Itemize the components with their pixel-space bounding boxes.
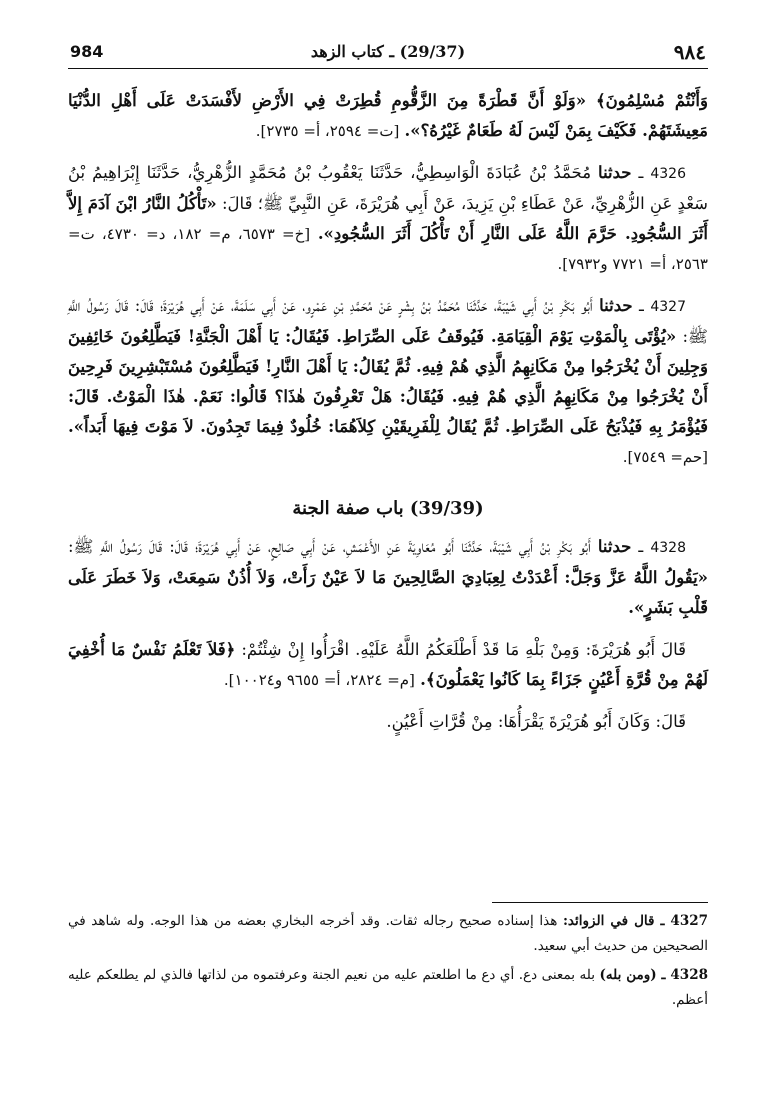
hadith-4328-reading	[68, 707, 708, 737]
page-number-latin: 984	[70, 42, 104, 61]
hadith-keyword: حدثنا	[597, 537, 632, 556]
matn-text: وَأَنْتُمْ مُسْلِمُونَ﴾ «وَلَوْ أَنَّ قَطْرَةً مِنَ الزَّقُّومِ قُطِرَتْ فِي الأَرْضِ لأَفْسَدَتْ عَلَى أَهْلِ الدُّنْيَا مَعِيشَتَهُمْ. فَكَيْفَ بِمَنْ لَيْسَ لَهُ طَعَامٌ غَيْرُهُ؟».	[68, 91, 708, 140]
hadith-4327: 4327 ـ حدثنا أَبُو بَكْرِ بْنُ أَبِي شَيْبَةَ، حَدَّثَنَا مُحَمَّدُ بْنُ بِشْرٍ عَنْ مُحَمَّدِ بْنِ عَمْرٍو، عَنْ أَبِي سَلَمَةَ، عَنْ أَبِي هُرَيْرَةَ؛ قَالَ: قَالَ رَسُولُ اللَّهِ ﷺ: «يُؤْتَى بِالْمَوْتِ يَوْمَ الْقِيَامَةِ. فَيُوقَفُ عَلَى الصِّرَاطِ. فَيُقَالُ: يَا أَهْلَ الْجَنَّةِ! فَيَطَّلِعُونَ خَائِفِينَ وَجِلِينَ أَنْ يُخْرَجُوا مِنْ مَكَانِهِمُ الَّذِي هُمْ فِيهِ. ثُمَّ يُقَالُ: يَا أَهْلَ النَّارِ! فَيَطَّلِعُونَ مُسْتَبْشِرِينَ فَرِحِينَ أَنْ يُخْرَجُوا مِنْ مَكَانِهِمُ الَّذِي هُمْ فِيهِ. فَيُقَالُ: هَلْ تَعْرِفُونَ هٰذَا؟ قَالُوا: نَعَمْ. هٰذَا الْمَوْتُ. قَالَ: فَيُؤْمَرُ بِهِ فَيُذْبَحُ عَلَى الصِّرَاطِ. ثُمَّ يُقَالُ لِلْفَرِيقَيْنِ كِلاَهُمَا: خُلُودٌ فِيمَا تَجِدُونَ. لاَ مَوْتَ فِيهَا أَبَداً». [حم= ٧٥٤٩].	[68, 296, 708, 466]
hadith-keyword: حدثنا	[599, 296, 633, 315]
matn-text: «يُؤْتَى بِالْمَوْتِ يَوْمَ الْقِيَامَةِ. فَيُوقَفُ عَلَى الصِّرَاطِ. فَيُقَالُ: يَا أَهْلَ الْجَنَّةِ! فَيَطَّلِعُونَ خَائِفِينَ وَجِلِينَ أَنْ يُخْرَجُوا مِنْ مَكَانِهِمُ الَّذِي هُمْ فِيهِ. ثُمَّ يُقَالُ: يَا أَهْلَ النَّارِ! فَيَطَّلِعُونَ مُسْتَبْشِرِينَ فَرِحِينَ أَنْ يُخْرَجُوا مِنْ مَكَانِهِمُ الَّذِي هُمْ فِيهِ. فَيُقَالُ: هَلْ تَعْرِفُونَ هٰذَا؟ قَالُوا: نَعَمْ. هٰذَا الْمَوْتُ. قَالَ: فَيُؤْمَرُ بِهِ فَيُذْبَحُ عَلَى الصِّرَاطِ. ثُمَّ يُقَالُ لِلْفَرِيقَيْنِ كِلاَهُمَا: خُلُودٌ فِيمَا تَجِدُونَ. لاَ مَوْتَ فِيهَا أَبَداً».	[68, 327, 708, 436]
book-page	[68, 34, 708, 1074]
footnote-text: هذا إسناده صحيح رجاله ثقات. وقد أخرجه البخاري بعضه من هذا الوجه. وله شاهد في الصحيحين من حديث أبي سعيد.	[68, 913, 708, 954]
chapter-title: (39/39) باب صفة الجنة	[292, 498, 484, 519]
footnote-4327	[68, 909, 708, 959]
hadith-4328: 4328 ـ حدثنا أَبُو بَكْرِ بْنُ أَبِي شَيْبَةَ، حَدَّثَنَا أَبُو مُعَاوِيَةَ عَنِ الأَعْمَشِ، عَنْ أَبِي صَالِحٍ، عَنْ أَبِي هُرَيْرَةَ؛ قَالَ: قَالَ رَسُولُ اللَّهِ ﷺ: «يَقُولُ اللَّهُ عَزَّ وَجَلَّ: أَعْدَدْتُ لِعِبَادِيَ الصَّالِحِينَ مَا لاَ عَيْنٌ رَأَتْ، وَلاَ أُذُنٌ سَمِعَتْ، وَلاَ خَطَرَ عَلَى قَلْبِ بَشَرٍ».	[68, 537, 708, 617]
header-divider	[68, 68, 708, 69]
footnote-text: بله بمعنى دع. أي دع ما اطلعتم عليه من نعيم الجنة وعرفتموه من لذاتها فالذي لم يطلعكم عليه أعظم.	[68, 967, 708, 1008]
quran-quote: ﴿فَلاَ تَعْلَمُ نَفْسٌ مَا أُخْفِيَ لَهُمْ مِنْ قُرَّةِ أَعْيُنٍ جَزَاءً بِمَا كَانُوا يَعْمَلُونَ﴾.	[68, 640, 708, 689]
footnote-label: 4328 ـ (ومن بله)	[599, 967, 708, 983]
hadith-keyword: حدثنا	[598, 163, 632, 182]
hadith-number: 4326	[650, 166, 686, 182]
footnote-divider	[492, 902, 708, 903]
hadith-number: 4328	[650, 540, 686, 556]
page-header	[68, 42, 708, 68]
footnote-4328	[68, 963, 708, 1013]
isnad-text: مُحَمَّدُ بْنُ عُبَادَةَ الْوَاسِطِيُّ، حَدَّثَنَا يَعْقُوبُ بْنُ مُحَمَّدٍ الزُّهْرِيُّ، حَدَّثَنَا إِبْرَاهِيمُ بْنُ سَعْدٍ عَنِ الزُّهْرِيِّ، عَنْ عَطَاءِ بْنِ يَزِيدَ، عَنْ أَبِي هُرَيْرَةَ، عَنِ النَّبِيِّ ﷺ؛ قَالَ:	[68, 163, 709, 213]
reference: [ت= ٢٥٩٤، أ= ٢٧٣٥].	[255, 122, 400, 140]
commentary-text: قَالَ أَبُو هُرَيْرَةَ: وَمِنْ بَلْهِ مَا قَدْ أَطْلَعَكُمُ اللَّهُ عَلَيْهِ. اقْرَأُوا إِنْ شِئْتُمْ:	[241, 640, 686, 659]
footnote-label: 4327 ـ قال في الزوائد:	[562, 913, 708, 929]
page-number-arabic: ٩٨٤	[673, 40, 706, 64]
hadith-4328-commentary	[68, 635, 708, 695]
matn-text: «يَقُولُ اللَّهُ عَزَّ وَجَلَّ: أَعْدَدْتُ لِعِبَادِيَ الصَّالِحِينَ مَا لاَ عَيْنٌ رَأَتْ، وَلاَ أُذُنٌ سَمِعَتْ، وَلاَ خَطَرَ عَلَى قَلْبِ بَشَرٍ».	[68, 568, 708, 617]
isnad-text: أَبُو بَكْرِ بْنُ أَبِي شَيْبَةَ، حَدَّثَنَا مُحَمَّدُ بْنُ بِشْرٍ عَنْ مُحَمَّدِ بْنِ عَمْرٍو، عَنْ أَبِي سَلَمَةَ، عَنْ أَبِي هُرَيْرَةَ؛ قَالَ: قَالَ رَسُولُ اللَّهِ ﷺ:	[68, 296, 708, 346]
main-text	[68, 86, 708, 749]
hadith-number: 4327	[650, 299, 686, 315]
matn-text: «تَأْكُلُ النَّارُ ابْنَ آدَمَ إِلاَّ أَثَرَ السُّجُودِ. حَرَّمَ اللَّهُ عَلَى النَّارِ أَنْ تَأْكُلَ أَثَرَ السُّجُودِ».	[68, 194, 709, 243]
running-title: (29/37) ـ كتاب الزهد	[310, 42, 466, 61]
reference: [خ= ٦٥٧٣، م= ١٨٢، د= ٤٧٣٠، ت= ٢٥٦٣، أ= ٧٧٢١ و٧٩٣٢].	[68, 225, 708, 273]
reference: [حم= ٧٥٤٩].	[622, 448, 708, 466]
hadith-4326: 4326 ـ حدثنا مُحَمَّدُ بْنُ عُبَادَةَ الْوَاسِطِيُّ، حَدَّثَنَا يَعْقُوبُ بْنُ مُحَمَّدٍ الزُّهْرِيُّ، حَدَّثَنَا إِبْرَاهِيمُ بْنُ سَعْدٍ عَنِ الزُّهْرِيِّ، عَنْ عَطَاءِ بْنِ يَزِيدَ، عَنْ أَبِي هُرَيْرَةَ، عَنِ النَّبِيِّ ﷺ؛ قَالَ: «تَأْكُلُ النَّارُ ابْنَ آدَمَ إِلاَّ أَثَرَ السُّجُودِ. حَرَّمَ اللَّهُ عَلَى النَّارِ أَنْ تَأْكُلَ أَثَرَ السُّجُودِ». [خ= ٦٥٧٣، م= ١٨٢، د= ٤٧٣٠، ت= ٢٥٦٣، أ= ٧٧٢١ و٧٩٣٢].	[68, 163, 709, 273]
footnotes	[68, 902, 708, 1017]
isnad-text: أَبُو بَكْرِ بْنُ أَبِي شَيْبَةَ، حَدَّثَنَا أَبُو مُعَاوِيَةَ عَنِ الأَعْمَشِ، عَنْ أَبِي صَالِحٍ، عَنْ أَبِي هُرَيْرَةَ؛ قَالَ: قَالَ رَسُولُ اللَّهِ ﷺ:	[68, 537, 591, 556]
paragraph-continuation	[68, 86, 708, 146]
reference: [م= ٢٨٢٤، أ= ٩٦٥٥ و١٠٠٢٤].	[223, 671, 415, 689]
commentary-text: قَالَ: وَكَانَ أَبُو هُرَيْرَةَ يَقْرَأُهَا: مِنْ قُرَّاتِ أَعْيُنٍ.	[386, 712, 686, 731]
